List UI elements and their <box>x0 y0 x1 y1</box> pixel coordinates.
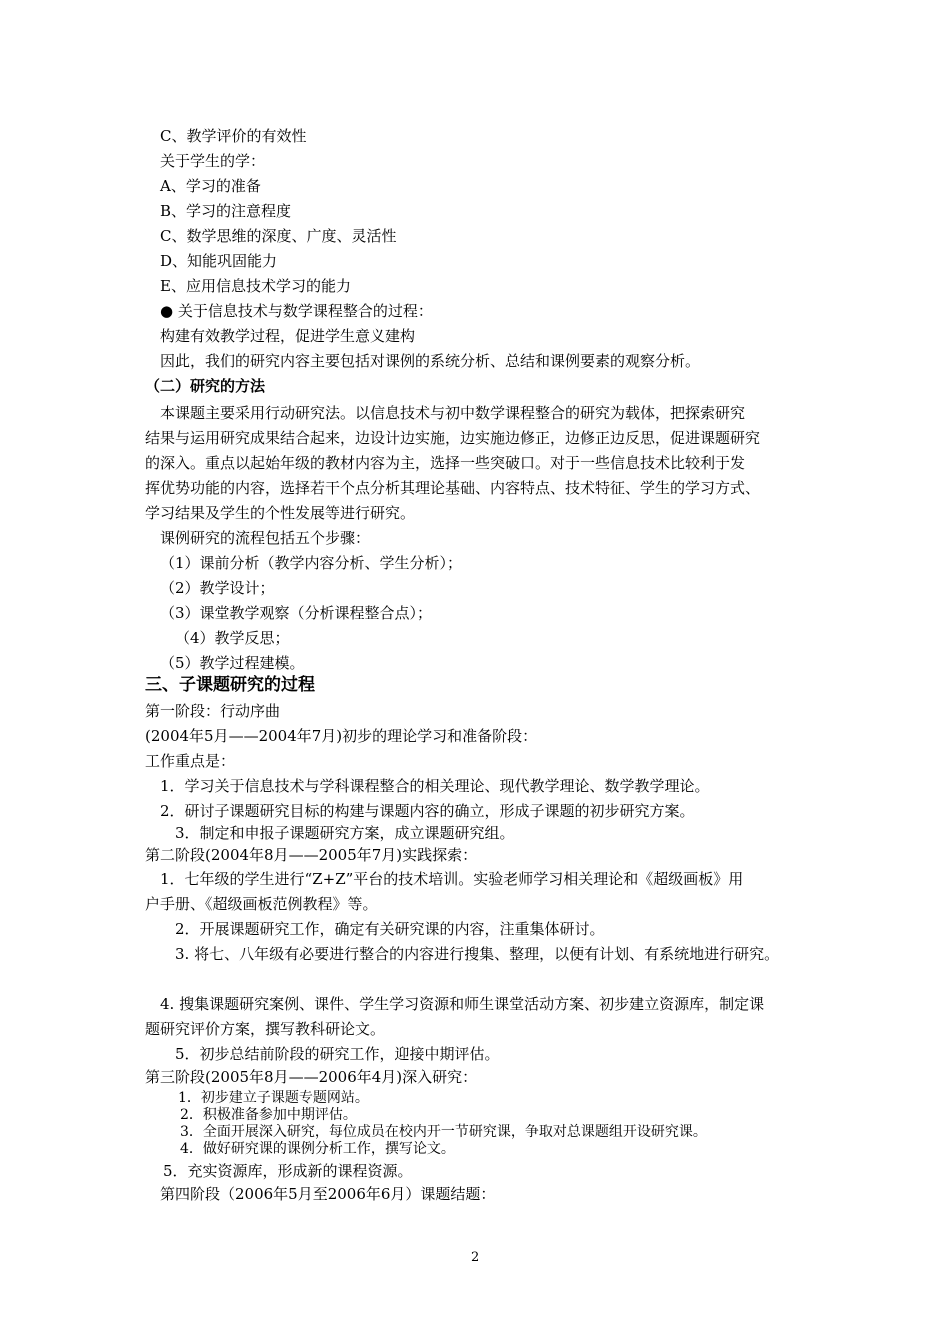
text-line: 第四阶段（2006年5月至2006年6月）课题结题： <box>160 1185 496 1203</box>
list-item: （5）教学过程建模。 <box>160 654 305 672</box>
list-item: 4. 搜集课题研究案例、课件、学生学习资源和师生课堂活动方案、初步建立资源库，制定课 <box>160 995 765 1013</box>
text-line: 第三阶段(2005年8月——2006年4月)深入研究： <box>145 1068 478 1086</box>
list-item: 3．全面开展深入研究，每位成员在校内开一节研究课，争取对总课题组开设研究课。 <box>180 1124 707 1140</box>
chapter-heading: 三、子课题研究的过程 <box>145 675 315 695</box>
list-item: （3）课堂教学观察（分析课程整合点）； <box>160 604 433 622</box>
list-item: 2．研讨子课题研究目标的构建与课题内容的确立，形成子课题的初步研究方案。 <box>160 802 695 820</box>
paragraph-line: 的深入。重点以起始年级的教材内容为主，选择一些突破口。对于一些信息技术比较利于发 <box>145 454 746 472</box>
paragraph-line: 本课题主要采用行动研究法。以信息技术与初中数学课程整合的研究为载体，把探索研究 <box>160 404 746 422</box>
text-line: (2004年5月——2004年7月)初步的理论学习和准备阶段： <box>145 727 538 745</box>
bullet-line: ● 关于信息技术与数学课程整合的过程： <box>160 302 433 320</box>
text-line: B、学习的注意程度 <box>160 202 292 220</box>
text-line: 因此，我们的研究内容主要包括对课例的系统分析、总结和课例要素的观察分析。 <box>160 352 701 370</box>
text-line: 课例研究的流程包括五个步骤： <box>160 529 371 547</box>
list-item: 4．做好研究课的课例分析工作，撰写论文。 <box>180 1141 455 1157</box>
list-item: （1）课前分析（教学内容分析、学生分析）； <box>160 554 463 572</box>
text-line: 工作重点是： <box>145 752 236 770</box>
list-item: 1．七年级的学生进行“Z+Z”平台的技术培训。实验老师学习相关理论和《超级画板》用 <box>160 870 744 888</box>
text-line: 第二阶段(2004年8月——2005年7月)实践探索： <box>145 846 478 864</box>
list-item: （2）教学设计； <box>160 579 275 597</box>
text-line: 关于学生的学： <box>160 152 266 170</box>
paragraph-line: 挥优势功能的内容，选择若干个点分析其理论基础、内容特点、技术特征、学生的学习方式、 <box>145 479 761 497</box>
paragraph-line: 学习结果及学生的个性发展等进行研究。 <box>145 504 416 522</box>
text-line: 第一阶段：行动序曲 <box>145 702 281 720</box>
page-number: 2 <box>471 1250 480 1265</box>
list-item: 3．制定和申报子课题研究方案，成立课题研究组。 <box>175 824 515 842</box>
text-line: 构建有效教学过程，促进学生意义建构 <box>160 327 416 345</box>
text-line: E、应用信息技术学习的能力 <box>160 277 351 295</box>
paragraph-line: 结果与运用研究成果结合起来，边设计边实施，边实施边修正，边修正边反思，促进课题研究 <box>145 429 761 447</box>
list-item: 题研究评价方案，撰写教科研论文。 <box>145 1020 386 1038</box>
list-item: （4）教学反思； <box>175 629 290 647</box>
text-line: D、知能巩固能力 <box>160 252 278 270</box>
list-item: 5．充实资源库，形成新的课程资源。 <box>163 1162 413 1180</box>
list-item: 3. 将七、八年级有必要进行整合的内容进行搜集、整理，以便有计划、有系统地进行研究。 <box>175 945 780 963</box>
list-item: 户手册、《超级画板范例教程》等。 <box>145 895 378 913</box>
section-heading: （二）研究的方法 <box>145 377 266 395</box>
list-item: 2．开展课题研究工作，确定有关研究课的内容，注重集体研讨。 <box>175 920 605 938</box>
text-line: A、学习的准备 <box>160 177 261 195</box>
list-item: 1．学习关于信息技术与学科课程整合的相关理论、现代教学理论、数学教学理论。 <box>160 777 710 795</box>
text-line: C、数学思维的深度、广度、灵活性 <box>160 227 397 245</box>
list-item: 1．初步建立子课题专题网站。 <box>178 1090 369 1106</box>
list-item: 2．积极准备参加中期评估。 <box>180 1107 357 1123</box>
text-line: C、教学评价的有效性 <box>160 127 307 145</box>
list-item: 5．初步总结前阶段的研究工作，迎接中期评估。 <box>175 1045 500 1063</box>
